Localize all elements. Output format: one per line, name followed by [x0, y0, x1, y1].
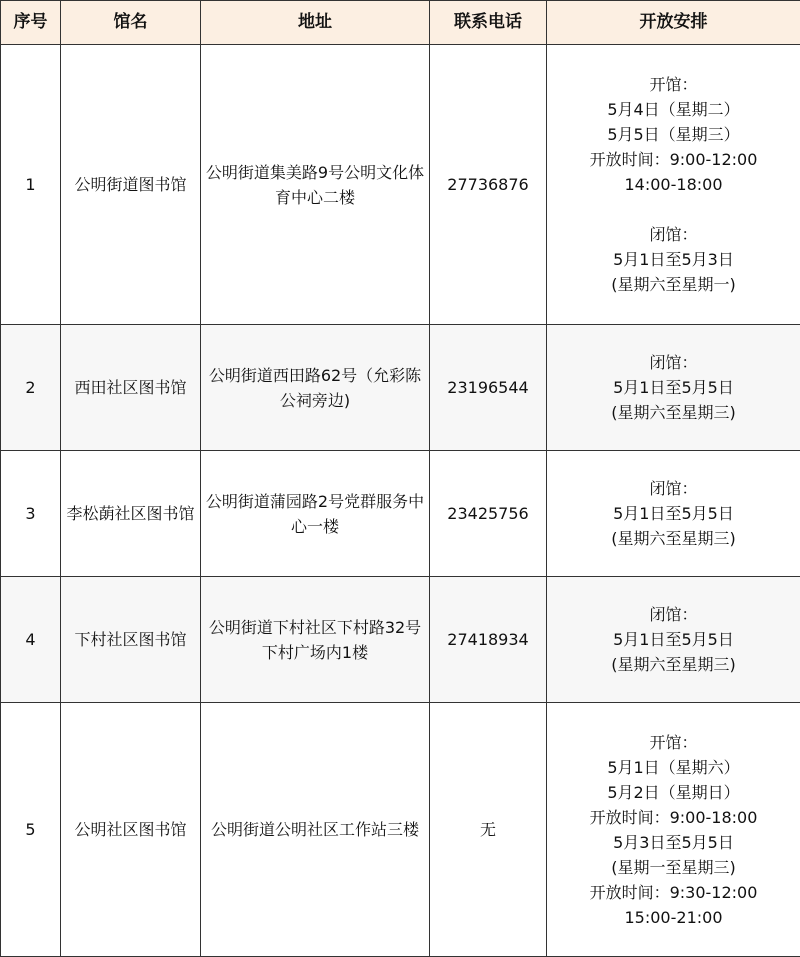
- row-name: 公明街道图书馆: [61, 45, 201, 325]
- row-name: 下村社区图书馆: [61, 577, 201, 703]
- row-name: 李松蓢社区图书馆: [61, 451, 201, 577]
- row-address: 公明街道蒲园路2号党群服务中心一楼: [201, 451, 430, 577]
- row-address: 公明街道西田路62号（允彩陈公祠旁边): [201, 325, 430, 451]
- row-seq: 5: [1, 703, 61, 957]
- header-address: 地址: [201, 1, 430, 45]
- table-row: [1, 45, 800, 325]
- row-name: 公明社区图书馆: [61, 703, 201, 957]
- schedule-line: (星期一至星期三): [551, 855, 796, 880]
- schedule-line: 闭馆：: [551, 602, 796, 627]
- row-seq: 1: [1, 45, 61, 325]
- schedule-line: 闭馆：: [551, 476, 796, 501]
- row-address: 公明街道下村社区下村路32号下村广场内1楼: [201, 577, 430, 703]
- row-address: 公明街道集美路9号公明文化体育中心二楼: [201, 45, 430, 325]
- row-phone: 23425756: [430, 451, 547, 577]
- row-seq: 2: [1, 325, 61, 451]
- table-row: [1, 703, 800, 957]
- schedule-line: 5月5日（星期三）: [551, 122, 796, 147]
- row-schedule: [547, 325, 800, 451]
- schedule-line: (星期六至星期三): [551, 400, 796, 425]
- schedule-line: 闭馆：: [551, 350, 796, 375]
- schedule-line: 5月1日至5月5日: [551, 375, 796, 400]
- schedule-line: 5月2日（星期日）: [551, 780, 796, 805]
- row-phone: 无: [430, 703, 547, 957]
- schedule-line: 5月1日至5月5日: [551, 627, 796, 652]
- schedule-line: 开馆：: [551, 72, 796, 97]
- header-name: 馆名: [61, 1, 201, 45]
- schedule-spacer: [551, 197, 796, 222]
- row-schedule: [547, 703, 800, 957]
- table-row: [1, 577, 800, 703]
- row-seq: 3: [1, 451, 61, 577]
- schedule-line: 14:00-18:00: [551, 172, 796, 197]
- table-row: [1, 325, 800, 451]
- schedule-line: 5月4日（星期二）: [551, 97, 796, 122]
- schedule-line: 开馆：: [551, 730, 796, 755]
- schedule-line: 闭馆：: [551, 222, 796, 247]
- header-row: [1, 1, 800, 45]
- row-phone: 23196544: [430, 325, 547, 451]
- row-address: 公明街道公明社区工作站三楼: [201, 703, 430, 957]
- schedule-line: 开放时间：9:00-12:00: [551, 147, 796, 172]
- row-phone: 27736876: [430, 45, 547, 325]
- schedule-line: (星期六至星期一): [551, 272, 796, 297]
- header-phone: 联系电话: [430, 1, 547, 45]
- row-schedule: [547, 451, 800, 577]
- row-schedule: [547, 577, 800, 703]
- schedule-line: 15:00-21:00: [551, 905, 796, 930]
- row-phone: 27418934: [430, 577, 547, 703]
- schedule-line: 5月1日（星期六）: [551, 755, 796, 780]
- table-row: [1, 451, 800, 577]
- schedule-line: 开放时间：9:00-18:00: [551, 805, 796, 830]
- schedule-line: (星期六至星期三): [551, 526, 796, 551]
- row-schedule: [547, 45, 800, 325]
- header-schedule: 开放安排: [547, 1, 800, 45]
- schedule-line: 5月3日至5月5日: [551, 830, 796, 855]
- schedule-line: 开放时间：9:30-12:00: [551, 880, 796, 905]
- schedule-line: 5月1日至5月3日: [551, 247, 796, 272]
- row-name: 西田社区图书馆: [61, 325, 201, 451]
- header-seq: 序号: [1, 1, 61, 45]
- schedule-line: (星期六至星期三): [551, 652, 796, 677]
- schedule-line: 5月1日至5月5日: [551, 501, 796, 526]
- row-seq: 4: [1, 577, 61, 703]
